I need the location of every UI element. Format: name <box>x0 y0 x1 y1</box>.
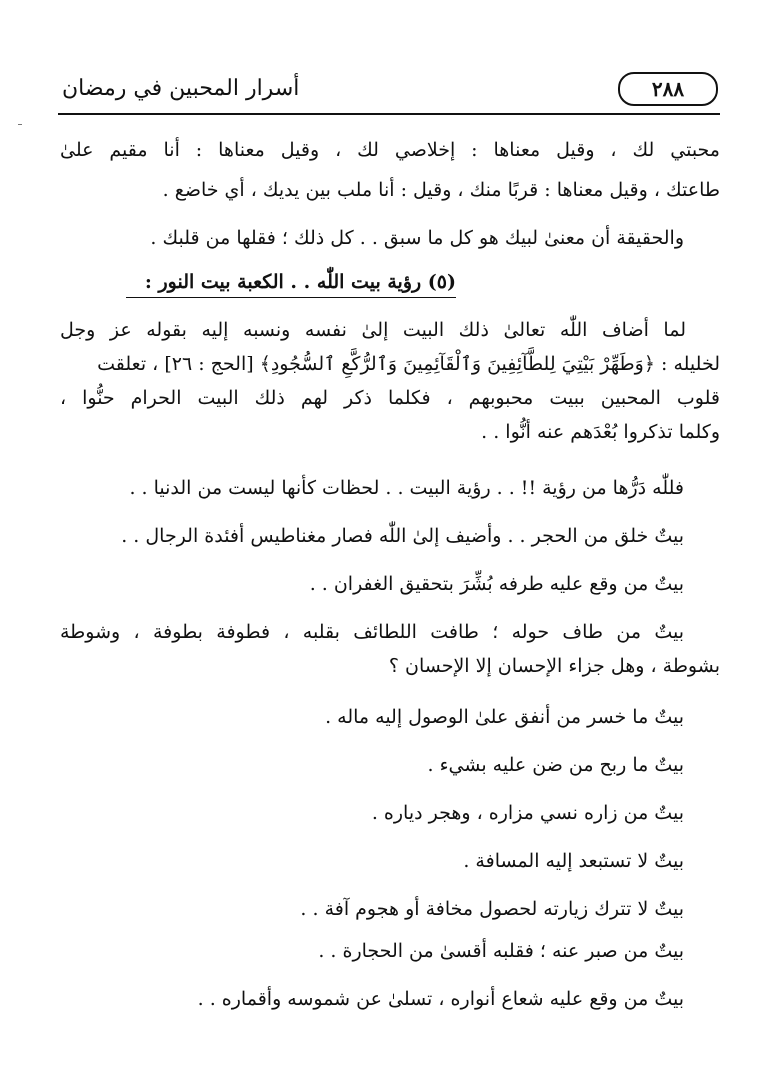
section-heading: (٥) رؤية بيت اللّٰه . . الكعبة بيت النور : <box>144 271 456 293</box>
paragraph-1-line-1: محبتي لك ، وقيل معناها : إخلاصي لك ، وقيل معناها : أنا مقيم علىٰ <box>60 139 720 161</box>
paragraph-4: فللّٰه دَرُّها من رؤية !! . . رؤية البيت . . لحظات كأنها ليست من الدنيا . . <box>129 477 684 499</box>
paragraph-3-line-3: قلوب المحبين ببيت محبوبهم ، فكلما ذكر لهم ذلك البيت الحرام حنُّوا ، <box>60 387 720 409</box>
running-title: أسرار المحبين في رمضان <box>62 76 300 101</box>
page-header <box>58 70 720 114</box>
list-item: بيتٌ من صبر عنه ؛ فقلبه أقسىٰ من الحجارة . . <box>318 940 684 962</box>
paragraph-3-line-1: لما أضاف اللّٰه تعالىٰ ذلك البيت إلىٰ نفسه ونسبه إليه بقوله عز وجل <box>60 319 686 341</box>
list-item: بيتٌ من زاره نسي مزاره ، وهجر دياره . <box>371 802 684 824</box>
paragraph-1-line-2: طاعتك ، وقيل معناها : قربًا منك ، وقيل : أنا ملب بين يديك ، أي خاضع . <box>162 179 720 201</box>
list-item: بيتٌ ما خسر من أنفق علىٰ الوصول إليه ماله . <box>325 706 684 728</box>
paragraph-3-line-2: لخليله : ﴿وَطَهِّرْ بَيْتِيَ لِلطَّآئِفِينَ وَٱلْقَآئِمِينَ وَٱلرُّكَّعِ ٱلسُّجُودِ﴾ [الحج : ٢٦] ، تعلقت <box>97 353 720 375</box>
paragraph-2: والحقيقة أن معنىٰ لبيك هو كل ما سبق . . كل ذلك ؛ فقلها من قلبك . <box>150 227 684 249</box>
paragraph-6: بيتٌ من وقع عليه طرفه بُشِّرَ بتحقيق الغفران . . <box>309 573 684 595</box>
header-rule <box>58 113 720 115</box>
page-number-badge: ٢٨٨ <box>618 72 718 106</box>
list-item: بيتٌ لا تترك زيارته لحصول مخافة أو هجوم آفة . . <box>300 898 684 920</box>
heading-underline <box>126 297 456 298</box>
list-item: بيتٌ من وقع عليه شعاع أنواره ، تسلىٰ عن شموسه وأقماره . . <box>197 988 684 1010</box>
paragraph-5: بيتٌ خلق من الحجر . . وأضيف إلىٰ اللّٰه فصار مغناطيس أفئدة الرجال . . <box>121 525 684 547</box>
list-item: بيتٌ ما ربح من ضن عليه بشيء . <box>427 754 684 776</box>
list-item: بيتٌ لا تستبعد إليه المسافة . <box>463 850 684 872</box>
paragraph-3-line-4: وكلما تذكروا بُعْدَهم عنه أنُّوا . . <box>481 421 720 443</box>
paragraph-7-line-1: بيتٌ من طاف حوله ؛ طافت اللطائف بقلبه ، فطوفة بطوفة ، وشوطة <box>60 621 684 643</box>
scan-speck <box>18 124 22 125</box>
paragraph-7-line-2: بشوطة ، وهل جزاء الإحسان إلا الإحسان ؟ <box>388 655 720 677</box>
